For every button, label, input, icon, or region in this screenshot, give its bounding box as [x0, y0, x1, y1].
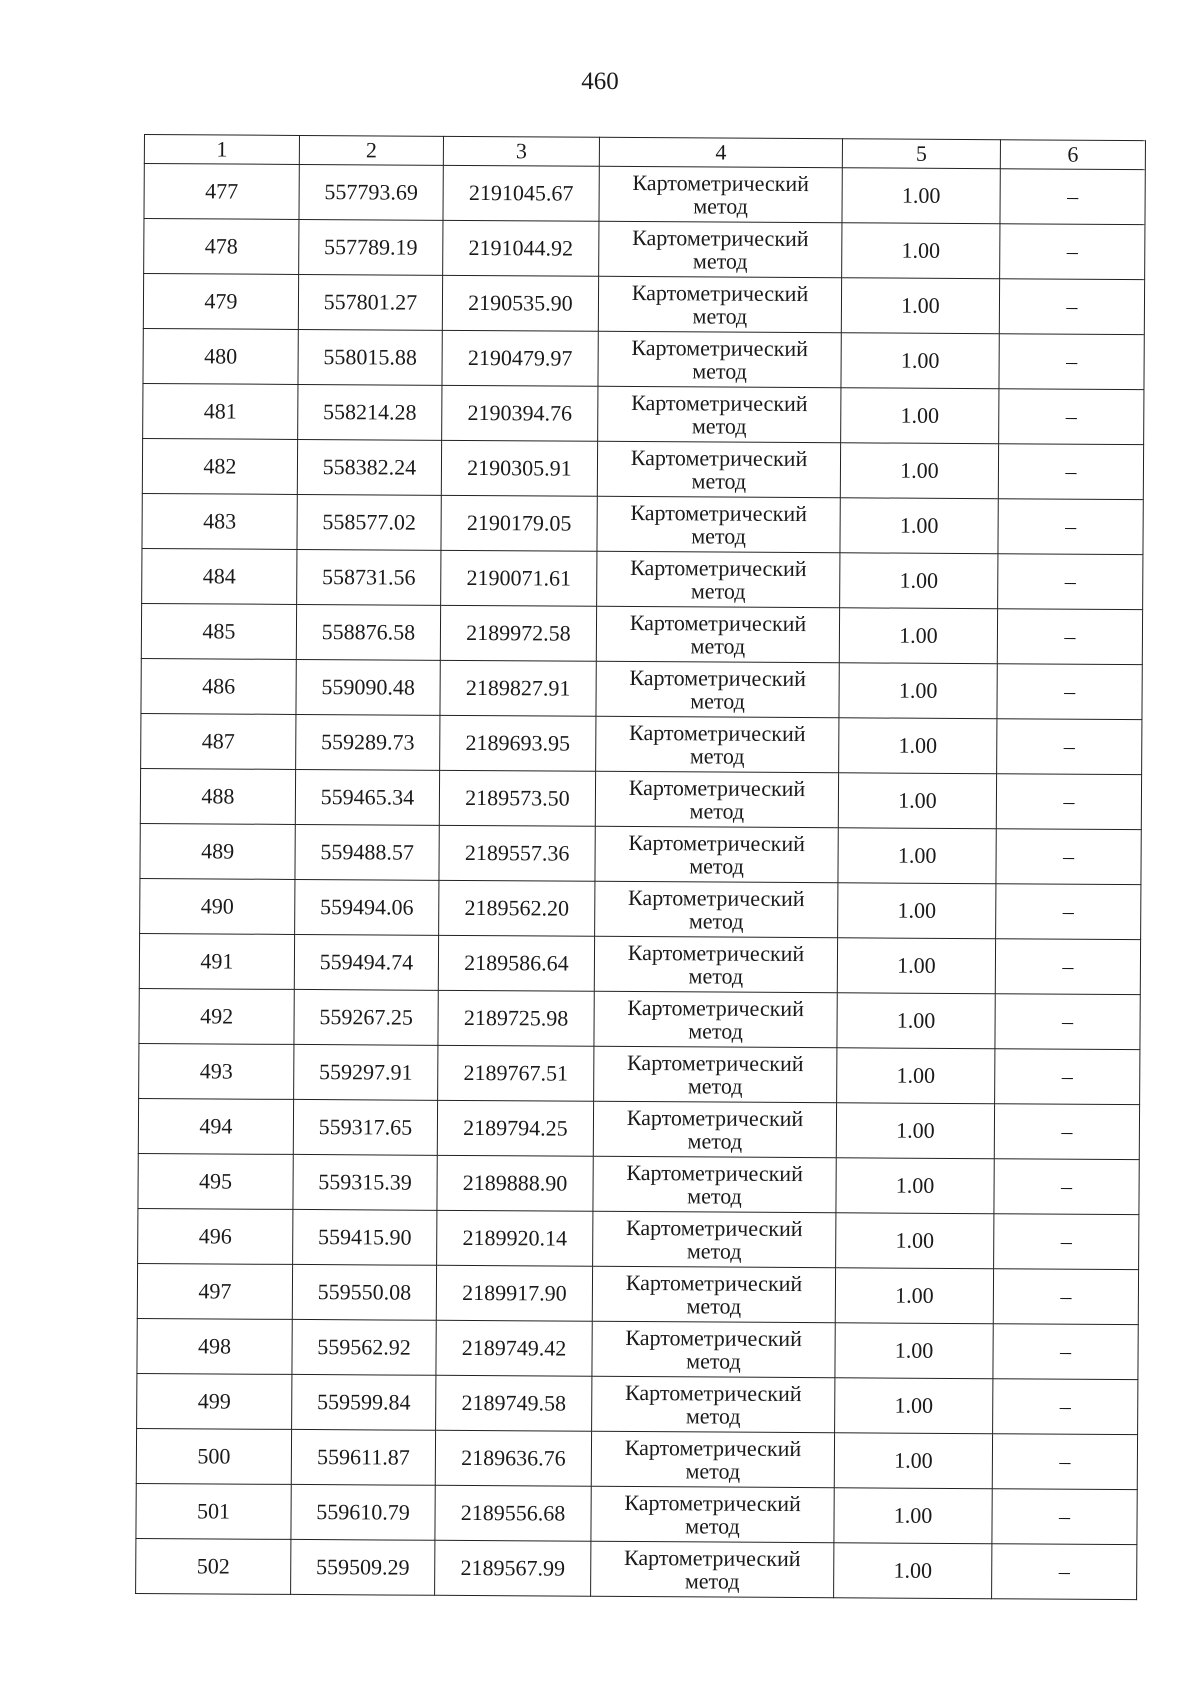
x-coordinate-cell: 559289.73	[296, 714, 440, 770]
method-cell	[598, 386, 841, 442]
accuracy-cell: 1.00	[835, 1378, 993, 1434]
x-coordinate-cell: 557793.69	[299, 164, 443, 220]
x-coordinate-cell: 559494.74	[294, 934, 438, 990]
table-row	[137, 1263, 1138, 1324]
point-number-cell: 497	[137, 1263, 292, 1319]
page-number: 460	[581, 68, 619, 95]
x-coordinate-cell: 559297.91	[294, 1044, 438, 1100]
table-row	[138, 1153, 1139, 1214]
note-cell: –	[995, 1049, 1140, 1105]
point-number-cell: 485	[141, 603, 296, 659]
x-coordinate-cell: 559509.29	[291, 1539, 435, 1595]
y-coordinate-cell: 2189556.68	[435, 1485, 591, 1541]
accuracy-cell: 1.00	[834, 1543, 992, 1599]
x-coordinate-cell: 559267.25	[294, 989, 438, 1045]
accuracy-cell: 1.00	[837, 1048, 995, 1104]
method-cell	[593, 1101, 836, 1157]
note-cell: –	[998, 444, 1143, 500]
accuracy-cell: 1.00	[839, 608, 997, 664]
table-row	[144, 164, 1145, 225]
note-cell: –	[995, 939, 1140, 995]
method-line-2: метод	[687, 1183, 742, 1209]
method-cell	[592, 1266, 835, 1322]
table-row	[140, 878, 1141, 939]
method-cell	[592, 1376, 835, 1432]
accuracy-cell: 1.00	[836, 1103, 994, 1159]
method-line-1: Картометрический	[625, 1269, 803, 1297]
note-cell: –	[997, 664, 1142, 720]
point-number-cell: 502	[136, 1538, 291, 1594]
method-cell	[595, 881, 838, 937]
method-line-1: Картометрический	[623, 1544, 801, 1572]
accuracy-cell: 1.00	[840, 498, 998, 554]
y-coordinate-cell: 2189972.58	[440, 605, 596, 661]
y-coordinate-cell: 2189749.42	[436, 1320, 592, 1376]
note-cell: –	[996, 829, 1141, 885]
point-number-cell: 500	[136, 1428, 291, 1484]
method-cell	[595, 826, 838, 882]
y-coordinate-cell: 2189636.76	[435, 1430, 591, 1486]
point-number-cell: 491	[139, 933, 294, 989]
table-row	[136, 1428, 1137, 1489]
y-coordinate-cell: 2189794.25	[437, 1100, 593, 1156]
note-cell: –	[994, 1214, 1139, 1270]
point-number-cell: 490	[140, 878, 295, 934]
method-line-1: Картометрический	[628, 774, 806, 802]
note-cell: –	[999, 389, 1144, 445]
table-row	[137, 1373, 1138, 1434]
method-line-2: метод	[692, 248, 748, 274]
point-number-cell: 480	[143, 328, 298, 384]
note-cell: –	[998, 499, 1143, 555]
table-row	[136, 1483, 1137, 1544]
note-cell: –	[998, 554, 1143, 610]
x-coordinate-cell: 559550.08	[292, 1264, 436, 1320]
accuracy-cell: 1.00	[841, 388, 999, 444]
y-coordinate-cell: 2189920.14	[437, 1210, 593, 1266]
method-cell	[593, 1156, 836, 1212]
note-cell: –	[993, 1379, 1138, 1435]
table-row	[139, 1043, 1140, 1104]
method-line-1: Картометрический	[624, 1434, 802, 1462]
y-coordinate-cell: 2190479.97	[442, 330, 598, 386]
method-cell	[596, 606, 839, 662]
y-coordinate-cell: 2189693.95	[440, 715, 596, 771]
accuracy-cell: 1.00	[839, 663, 997, 719]
accuracy-cell: 1.00	[840, 553, 998, 609]
table-row	[141, 658, 1142, 719]
accuracy-cell: 1.00	[840, 443, 998, 499]
y-coordinate-cell: 2189562.20	[439, 880, 595, 936]
y-coordinate-cell: 2190394.76	[442, 385, 598, 441]
table-row	[142, 438, 1143, 499]
method-line-1: Картометрический	[631, 334, 809, 362]
note-cell: –	[996, 774, 1141, 830]
method-line-2: метод	[688, 963, 744, 989]
accuracy-cell: 1.00	[842, 223, 1000, 279]
column-header-5: 5	[842, 139, 1000, 169]
method-cell	[596, 661, 839, 717]
method-cell	[596, 716, 839, 772]
point-number-cell: 478	[144, 219, 299, 275]
x-coordinate-cell: 559599.84	[292, 1374, 436, 1430]
point-number-cell: 484	[142, 548, 297, 604]
accuracy-cell: 1.00	[835, 1268, 993, 1324]
note-cell: –	[994, 1159, 1139, 1215]
point-number-cell: 496	[138, 1208, 293, 1264]
method-line-1: Картометрический	[624, 1379, 802, 1407]
accuracy-cell: 1.00	[839, 718, 997, 774]
point-number-cell: 493	[139, 1043, 294, 1099]
table-row	[139, 933, 1140, 994]
note-cell: –	[996, 884, 1141, 940]
method-line-2: метод	[685, 1403, 741, 1429]
x-coordinate-cell: 558577.02	[297, 494, 441, 550]
note-cell: –	[995, 994, 1140, 1050]
method-line-2: метод	[689, 853, 744, 879]
method-line-1: Картометрический	[632, 169, 810, 197]
y-coordinate-cell: 2191045.67	[443, 165, 599, 221]
method-line-2: метод	[688, 1018, 743, 1044]
column-header-2: 2	[299, 135, 443, 165]
method-line-2: метод	[687, 1073, 743, 1099]
x-coordinate-cell: 559488.57	[295, 824, 439, 880]
table-row	[140, 823, 1141, 884]
method-cell	[594, 936, 837, 992]
accuracy-cell: 1.00	[836, 1213, 994, 1269]
point-number-cell: 501	[136, 1483, 291, 1539]
method-line-1: Картометрический	[624, 1489, 801, 1517]
method-line-1: Картометрический	[631, 389, 808, 417]
column-header-1: 1	[144, 135, 299, 165]
table-row	[143, 383, 1144, 444]
note-cell: –	[993, 1324, 1138, 1380]
method-cell	[594, 1046, 837, 1102]
method-cell	[598, 276, 841, 332]
method-line-1: Картометрический	[625, 1324, 802, 1352]
method-line-1: Картометрический	[629, 609, 807, 637]
point-number-cell: 495	[138, 1153, 293, 1209]
table-row	[136, 1538, 1137, 1599]
table-body	[136, 164, 1146, 1600]
note-cell: –	[997, 609, 1142, 665]
y-coordinate-cell: 2189557.36	[439, 825, 595, 881]
method-line-2: метод	[691, 413, 747, 439]
table-row	[142, 493, 1143, 554]
accuracy-cell: 1.00	[838, 883, 996, 939]
point-number-cell: 489	[140, 823, 295, 879]
point-number-cell: 494	[138, 1098, 293, 1154]
point-number-cell: 492	[139, 988, 294, 1044]
note-cell: –	[993, 1269, 1138, 1325]
table-row	[144, 219, 1145, 280]
y-coordinate-cell: 2189725.98	[438, 990, 594, 1046]
method-cell	[591, 1431, 834, 1487]
accuracy-cell: 1.00	[838, 773, 996, 829]
method-cell	[597, 441, 840, 497]
method-line-1: Картометрический	[632, 224, 809, 252]
x-coordinate-cell: 559415.90	[293, 1209, 437, 1265]
method-cell	[597, 496, 840, 552]
y-coordinate-cell: 2190535.90	[442, 275, 598, 331]
note-cell: –	[999, 279, 1144, 335]
accuracy-cell: 1.00	[841, 333, 999, 389]
y-coordinate-cell: 2189827.91	[440, 660, 596, 716]
note-cell: –	[992, 1544, 1137, 1600]
note-cell: –	[999, 334, 1144, 390]
y-coordinate-cell: 2189586.64	[438, 935, 594, 991]
table-row	[143, 328, 1144, 389]
method-cell	[591, 1541, 834, 1597]
method-line-2: метод	[690, 633, 746, 659]
method-line-1: Картометрический	[628, 884, 805, 912]
method-line-1: Картометрический	[630, 499, 808, 527]
y-coordinate-cell: 2189767.51	[438, 1045, 594, 1101]
method-line-2: метод	[688, 908, 744, 934]
x-coordinate-cell: 559317.65	[293, 1099, 437, 1155]
point-number-cell: 498	[137, 1318, 292, 1374]
method-line-1: Картометрический	[629, 719, 806, 747]
accuracy-cell: 1.00	[837, 938, 995, 994]
method-cell	[599, 221, 842, 277]
x-coordinate-cell: 559315.39	[293, 1154, 437, 1210]
accuracy-cell: 1.00	[835, 1323, 993, 1379]
x-coordinate-cell: 558731.56	[297, 549, 441, 605]
point-number-cell: 487	[141, 713, 296, 769]
column-header-4: 4	[599, 137, 842, 167]
table-row	[141, 603, 1142, 664]
column-header-6: 6	[1000, 140, 1145, 170]
table-row	[141, 713, 1142, 774]
method-line-2: метод	[690, 578, 746, 604]
table-row	[142, 548, 1143, 609]
method-line-2: метод	[692, 358, 747, 384]
method-line-1: Картометрический	[627, 994, 804, 1022]
method-line-1: Картометрический	[626, 1104, 804, 1132]
method-line-1: Картометрический	[630, 444, 808, 472]
point-number-cell: 477	[144, 164, 299, 220]
method-line-1: Картометрический	[626, 1159, 803, 1187]
point-number-cell: 486	[141, 658, 296, 714]
method-line-1: Картометрический	[628, 829, 805, 857]
x-coordinate-cell: 559494.06	[295, 879, 439, 935]
method-cell	[592, 1321, 835, 1377]
method-cell	[591, 1486, 834, 1542]
y-coordinate-cell: 2190071.61	[441, 550, 597, 606]
method-line-2: метод	[690, 688, 745, 714]
y-coordinate-cell: 2189888.90	[437, 1155, 593, 1211]
method-cell	[593, 1211, 836, 1267]
method-line-2: метод	[684, 1568, 740, 1594]
point-number-cell: 481	[143, 383, 298, 439]
method-line-2: метод	[689, 743, 745, 769]
column-header-3: 3	[443, 136, 599, 166]
method-line-2: метод	[693, 193, 748, 219]
y-coordinate-cell: 2189917.90	[436, 1265, 592, 1321]
x-coordinate-cell: 558015.88	[298, 329, 442, 385]
note-cell: –	[997, 719, 1142, 775]
method-cell	[597, 551, 840, 607]
point-number-cell: 499	[137, 1373, 292, 1429]
y-coordinate-cell: 2189567.99	[435, 1540, 591, 1596]
method-cell	[594, 991, 837, 1047]
method-line-1: Картометрический	[629, 664, 806, 692]
x-coordinate-cell: 559562.92	[292, 1319, 436, 1375]
method-line-1: Картометрический	[627, 1049, 804, 1077]
note-cell: –	[1000, 169, 1145, 225]
method-line-2: метод	[685, 1458, 741, 1484]
method-cell	[595, 771, 838, 827]
method-line-2: метод	[689, 798, 745, 824]
x-coordinate-cell: 559090.48	[296, 659, 440, 715]
coordinates-table	[135, 134, 1146, 1600]
x-coordinate-cell: 557789.19	[299, 219, 443, 275]
method-line-2: метод	[686, 1348, 741, 1374]
method-line-2: метод	[686, 1238, 742, 1264]
x-coordinate-cell: 558214.28	[298, 384, 442, 440]
method-line-1: Картометрический	[631, 279, 809, 307]
x-coordinate-cell: 559610.79	[291, 1484, 435, 1540]
table-row	[140, 768, 1141, 829]
y-coordinate-cell: 2191044.92	[443, 220, 599, 276]
accuracy-cell: 1.00	[841, 278, 999, 334]
table-row	[138, 1098, 1139, 1159]
note-cell: –	[1000, 224, 1145, 280]
method-line-1: Картометрический	[626, 1214, 803, 1242]
x-coordinate-cell: 559465.34	[295, 769, 439, 825]
accuracy-cell: 1.00	[837, 993, 995, 1049]
accuracy-cell: 1.00	[836, 1158, 994, 1214]
note-cell: –	[994, 1104, 1139, 1160]
table-row	[137, 1318, 1138, 1379]
method-cell	[598, 331, 841, 387]
note-cell: –	[992, 1434, 1137, 1490]
x-coordinate-cell: 558876.58	[296, 604, 440, 660]
method-line-1: Картометрический	[630, 554, 807, 582]
method-cell	[599, 166, 842, 222]
point-number-cell: 479	[143, 274, 298, 330]
method-line-2: метод	[692, 303, 748, 329]
x-coordinate-cell: 557801.27	[298, 274, 442, 330]
y-coordinate-cell: 2190179.05	[441, 495, 597, 551]
note-cell: –	[992, 1489, 1137, 1545]
y-coordinate-cell: 2189573.50	[439, 770, 595, 826]
point-number-cell: 483	[142, 493, 297, 549]
point-number-cell: 482	[142, 438, 297, 494]
y-coordinate-cell: 2189749.58	[436, 1375, 592, 1431]
table-row	[139, 988, 1140, 1049]
x-coordinate-cell: 558382.24	[297, 439, 441, 495]
method-line-2: метод	[691, 468, 747, 494]
table-row	[138, 1208, 1139, 1269]
table-row	[143, 274, 1144, 335]
x-coordinate-cell: 559611.87	[291, 1429, 435, 1485]
y-coordinate-cell: 2190305.91	[441, 440, 597, 496]
method-line-2: метод	[685, 1513, 740, 1539]
accuracy-cell: 1.00	[842, 168, 1000, 224]
method-line-2: метод	[686, 1293, 742, 1319]
method-line-2: метод	[687, 1128, 743, 1154]
point-number-cell: 488	[140, 768, 295, 824]
accuracy-cell: 1.00	[834, 1433, 992, 1489]
accuracy-cell: 1.00	[838, 828, 996, 884]
method-line-1: Картометрический	[627, 939, 805, 967]
method-line-2: метод	[691, 523, 746, 549]
accuracy-cell: 1.00	[834, 1488, 992, 1544]
